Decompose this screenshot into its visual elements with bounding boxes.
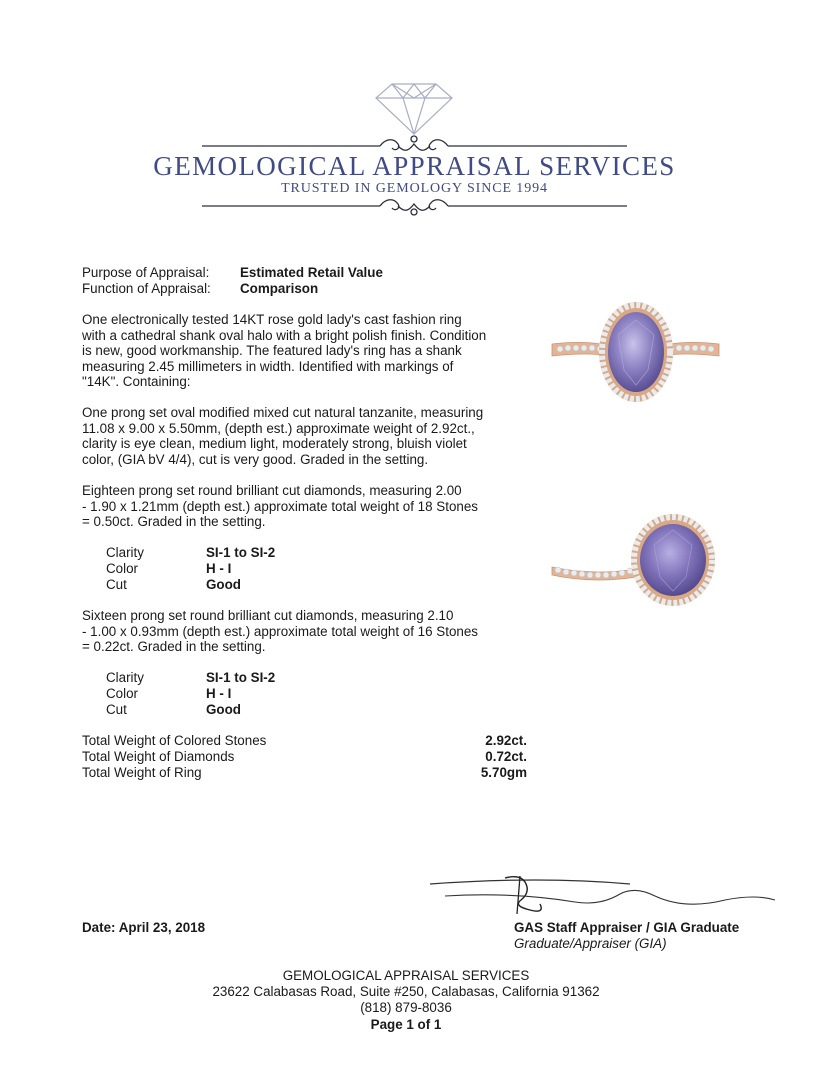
appraisal-date: Date: April 23, 2018 — [82, 920, 206, 935]
letterhead — [0, 0, 829, 230]
clarity-label: Clarity — [106, 545, 144, 560]
footer-phone: (818) 879-8036 — [360, 1000, 452, 1015]
diamonds-16-description — [82, 608, 512, 655]
cut-label: Cut — [106, 702, 127, 717]
total-colored-value: 2.92ct. — [485, 733, 527, 748]
diamonds-16-line: Sixteen prong set round brilliant cut diamonds, measuring 2.10 — [82, 608, 454, 623]
diamond-icon — [376, 84, 452, 134]
diamonds-16-line: - 1.00 x 0.93mm (depth est.) approximate total weight of 16 Stones — [82, 623, 478, 639]
diamonds-18-line: Eighteen prong set round brilliant cut diamonds, measuring 2.00 — [82, 483, 462, 498]
total-diamonds-value: 0.72ct. — [485, 749, 527, 764]
total-colored-label: Total Weight of Colored Stones — [82, 733, 267, 748]
top-flourish — [202, 136, 627, 150]
total-ring-label: Total Weight of Ring — [82, 765, 202, 780]
ring-line: measuring 2.45 millimeters in width. Identified with markings of — [82, 358, 454, 374]
company-tagline: TRUSTED IN GEMOLOGY SINCE 1994 — [281, 181, 548, 196]
appraiser-title: GAS Staff Appraiser / GIA Graduate — [514, 920, 740, 935]
function-value: Comparison — [240, 281, 319, 296]
ring-line: is new, good workmanship. The featured lady's ring has a shank — [82, 343, 462, 359]
ring-photo-front — [548, 290, 723, 420]
clarity-value: SI-1 to SI-2 — [206, 670, 276, 685]
clarity-label: Clarity — [106, 670, 144, 685]
cut-value: Good — [206, 702, 241, 717]
ring-line: One electronically tested 14KT rose gold lady's cast fashion ring — [82, 312, 462, 327]
ring-line: "14K". Containing: — [82, 374, 191, 390]
tanzanite-line: 11.08 x 9.00 x 5.50mm, (depth est.) approximate weight of 2.92ct., — [82, 420, 475, 436]
page-number: Page 1 of 1 — [370, 1017, 442, 1032]
color-value: H - I — [206, 561, 232, 576]
company-name: GEMOLOGICAL APPRAISAL SERVICES — [153, 151, 676, 181]
tanzanite-line: color, (GIA bV 4/4), cut is very good. Graded in the setting. — [82, 451, 429, 467]
color-label: Color — [106, 686, 138, 701]
footer-address: 23622 Calabasas Road, Suite #250, Calabasas, California 91362 — [212, 984, 600, 999]
cut-value: Good — [206, 577, 241, 592]
tanzanite-line: One prong set oval modified mixed cut natural tanzanite, measuring — [82, 405, 484, 420]
tanzanite-line: clarity is eye clean, medium light, moderately strong, bluish violet — [82, 436, 467, 452]
appraiser-subtitle: Graduate/Appraiser (GIA) — [514, 936, 667, 951]
color-value: H - I — [206, 686, 232, 701]
diamonds-18-line: = 0.50ct. Graded in the setting. — [82, 514, 266, 530]
purpose-value: Estimated Retail Value — [240, 265, 383, 280]
bottom-flourish — [202, 200, 627, 215]
purpose-label: Purpose of Appraisal: — [82, 265, 210, 280]
diamonds-18-line: - 1.90 x 1.21mm (depth est.) approximate total weight of 18 Stones — [82, 498, 478, 514]
tanzanite-description — [82, 405, 512, 467]
diamonds-16-line: = 0.22ct. Graded in the setting. — [82, 639, 266, 655]
diamonds-18-description — [82, 483, 512, 530]
ring-photo-side — [548, 505, 723, 625]
cut-label: Cut — [106, 577, 127, 592]
color-label: Color — [106, 561, 138, 576]
total-ring-value: 5.70gm — [480, 765, 527, 780]
ring-line: with a cathedral shank oval halo with a bright polish finish. Condition — [82, 327, 487, 343]
footer-company: GEMOLOGICAL APPRAISAL SERVICES — [282, 968, 530, 983]
ring-description — [82, 312, 512, 390]
clarity-value: SI-1 to SI-2 — [206, 545, 276, 560]
total-diamonds-label: Total Weight of Diamonds — [82, 749, 235, 764]
signature-mark — [425, 870, 780, 920]
function-label: Function of Appraisal: — [82, 281, 211, 296]
